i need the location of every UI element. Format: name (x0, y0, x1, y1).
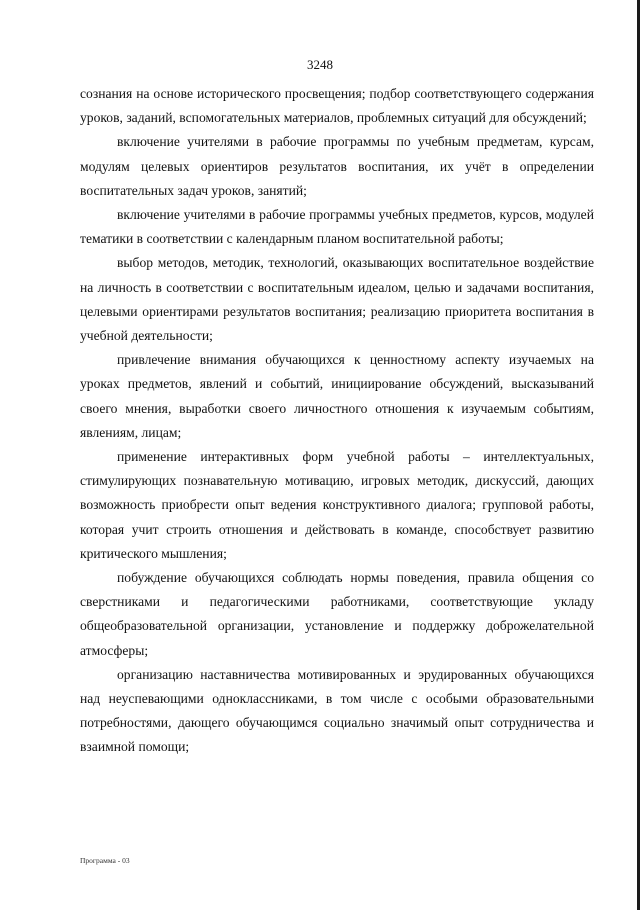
page-number: 3248 (307, 57, 333, 72)
paragraph: сознания на основе исторического просвещения; подбор соответствующего содержания уроков, заданий, вспомогательных материалов, проблемных ситуаций для обсуждений; (80, 86, 594, 126)
paragraph: побуждение обучающихся соблюдать нормы поведения, правила общения со сверстниками и педагогическими работниками, соответствующие укладу общеобразовательной организации, установление и поддержку доброжелательной атмосферы; (80, 570, 594, 658)
paragraph: применение интерактивных форм учебной работы – интеллектуальных, стимулирующих познавательную мотивацию, игровых методик, дискуссий, дающих возможность приобрести опыт ведения конструктивного диалога; групповой работы, которая учит строить отношения и действовать в команде, способствует развитию критического мышления; (80, 449, 594, 561)
document-body (80, 82, 594, 760)
footer-label: Программа - 03 (80, 856, 130, 865)
paragraph: включение учителями в рабочие программы учебных предметов, курсов, модулей тематики в соответствии с календарным планом воспитательной работы; (80, 207, 594, 247)
paragraph: привлечение внимания обучающихся к ценностному аспекту изучаемых на уроках предметов, явлений и событий, инициирование обсуждений, высказываний своего мнения, выработки своего личностного отношения к изучаемым событиям, явлениям, лицам; (80, 352, 594, 440)
paragraph: организацию наставничества мотивированных и эрудированных обучающихся над неуспевающими одноклассниками, в том числе с особыми образовательными потребностями, дающего обучающимся социально значимый опыт сотрудничества и взаимной помощи; (80, 666, 594, 755)
paragraph: выбор методов, методик, технологий, оказывающих воспитательное воздействие на личность в соответствии с воспитательным идеалом, целью и задачами воспитания, целевыми ориентирами результатов воспитания; реализацию приоритета воспитания в учебной деятельности; (80, 255, 594, 344)
paragraph: включение учителями в рабочие программы по учебным предметам, курсам, модулям целевых ориентиров результатов воспитания, их учёт в определении воспитательных задач уроков, занятий; (80, 134, 594, 198)
